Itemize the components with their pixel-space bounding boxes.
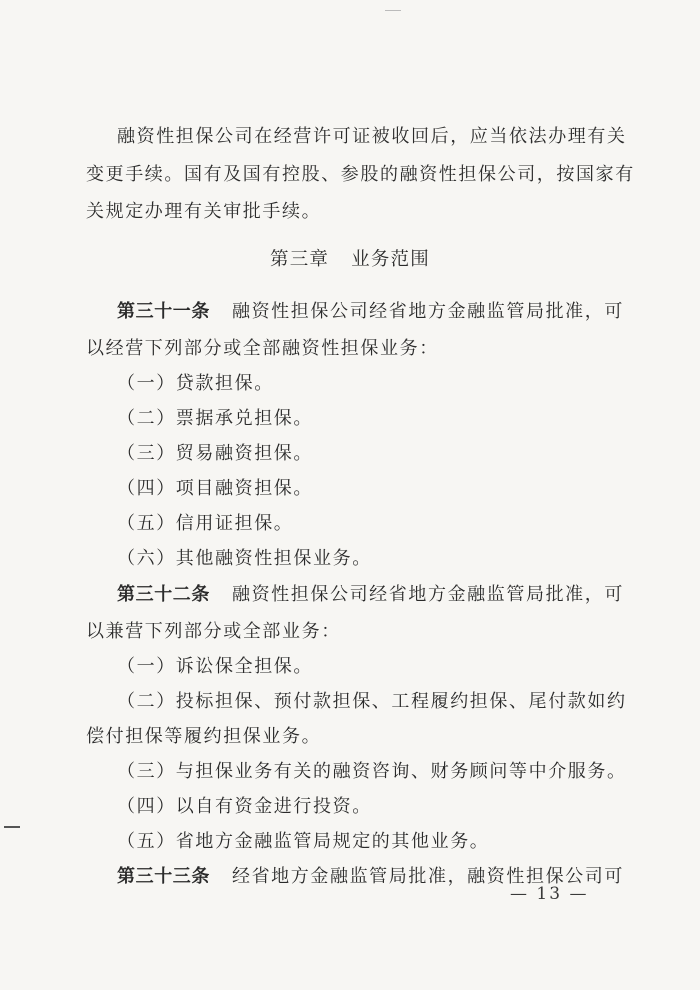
article-32-item-2: （二）投标担保、预付款担保、工程履约担保、尾付款如约 [117, 691, 627, 712]
intro-line-2: 变更手续。国有及国有控股、参股的融资性担保公司，按国家有 [86, 164, 635, 185]
article-31-item-4: （四）项目融资担保。 [117, 478, 313, 499]
article-31-item-2: （二）票据承兑担保。 [117, 408, 313, 429]
article-31-item-1: （一）贷款担保。 [117, 373, 274, 394]
chapter-heading [0, 245, 700, 271]
article-31-text-1: 融资性担保公司经省地方金融监管局批准，可 [231, 301, 624, 322]
scan-artifact [385, 10, 401, 11]
article-31-line-2: 以经营下列部分或全部融资性担保业务： [86, 338, 439, 359]
article-31-item-6: （六）其他融资性担保业务。 [117, 548, 372, 569]
article-31-line-1 [117, 300, 624, 324]
article-31-item-3: （三）贸易融资担保。 [117, 443, 313, 464]
article-32-line-2: 以兼营下列部分或全部业务： [86, 621, 341, 642]
article-32-item-4: （四）以自有资金进行投资。 [117, 796, 372, 817]
article-32-line-1 [117, 583, 624, 607]
chapter-title: 业务范围 [351, 249, 430, 270]
page-number: — 13 — [510, 884, 589, 904]
article-32-item-1: （一）诉讼保全担保。 [117, 656, 313, 677]
article-33-text-1: 经省地方金融监管局批准，融资性担保公司可 [231, 866, 624, 887]
article-31-label: 第三十一条 [117, 301, 210, 322]
article-32-item-2-cont: 偿付担保等履约担保业务。 [86, 726, 322, 747]
intro-line-1: 融资性担保公司在经营许可证被收回后，应当依法办理有关 [117, 126, 627, 147]
article-31-item-5: （五）信用证担保。 [117, 513, 294, 534]
article-33-label: 第三十三条 [117, 866, 210, 887]
article-32-text-1: 融资性担保公司经省地方金融监管局批准，可 [231, 584, 624, 605]
article-32-item-3: （三）与担保业务有关的融资咨询、财务顾问等中介服务。 [117, 761, 627, 782]
article-32-item-5: （五）省地方金融监管局规定的其他业务。 [117, 831, 490, 852]
intro-line-3: 关规定办理有关审批手续。 [86, 201, 322, 222]
chapter-number: 第三章 [270, 249, 330, 270]
article-32-label: 第三十二条 [117, 584, 210, 605]
margin-mark [4, 826, 20, 828]
